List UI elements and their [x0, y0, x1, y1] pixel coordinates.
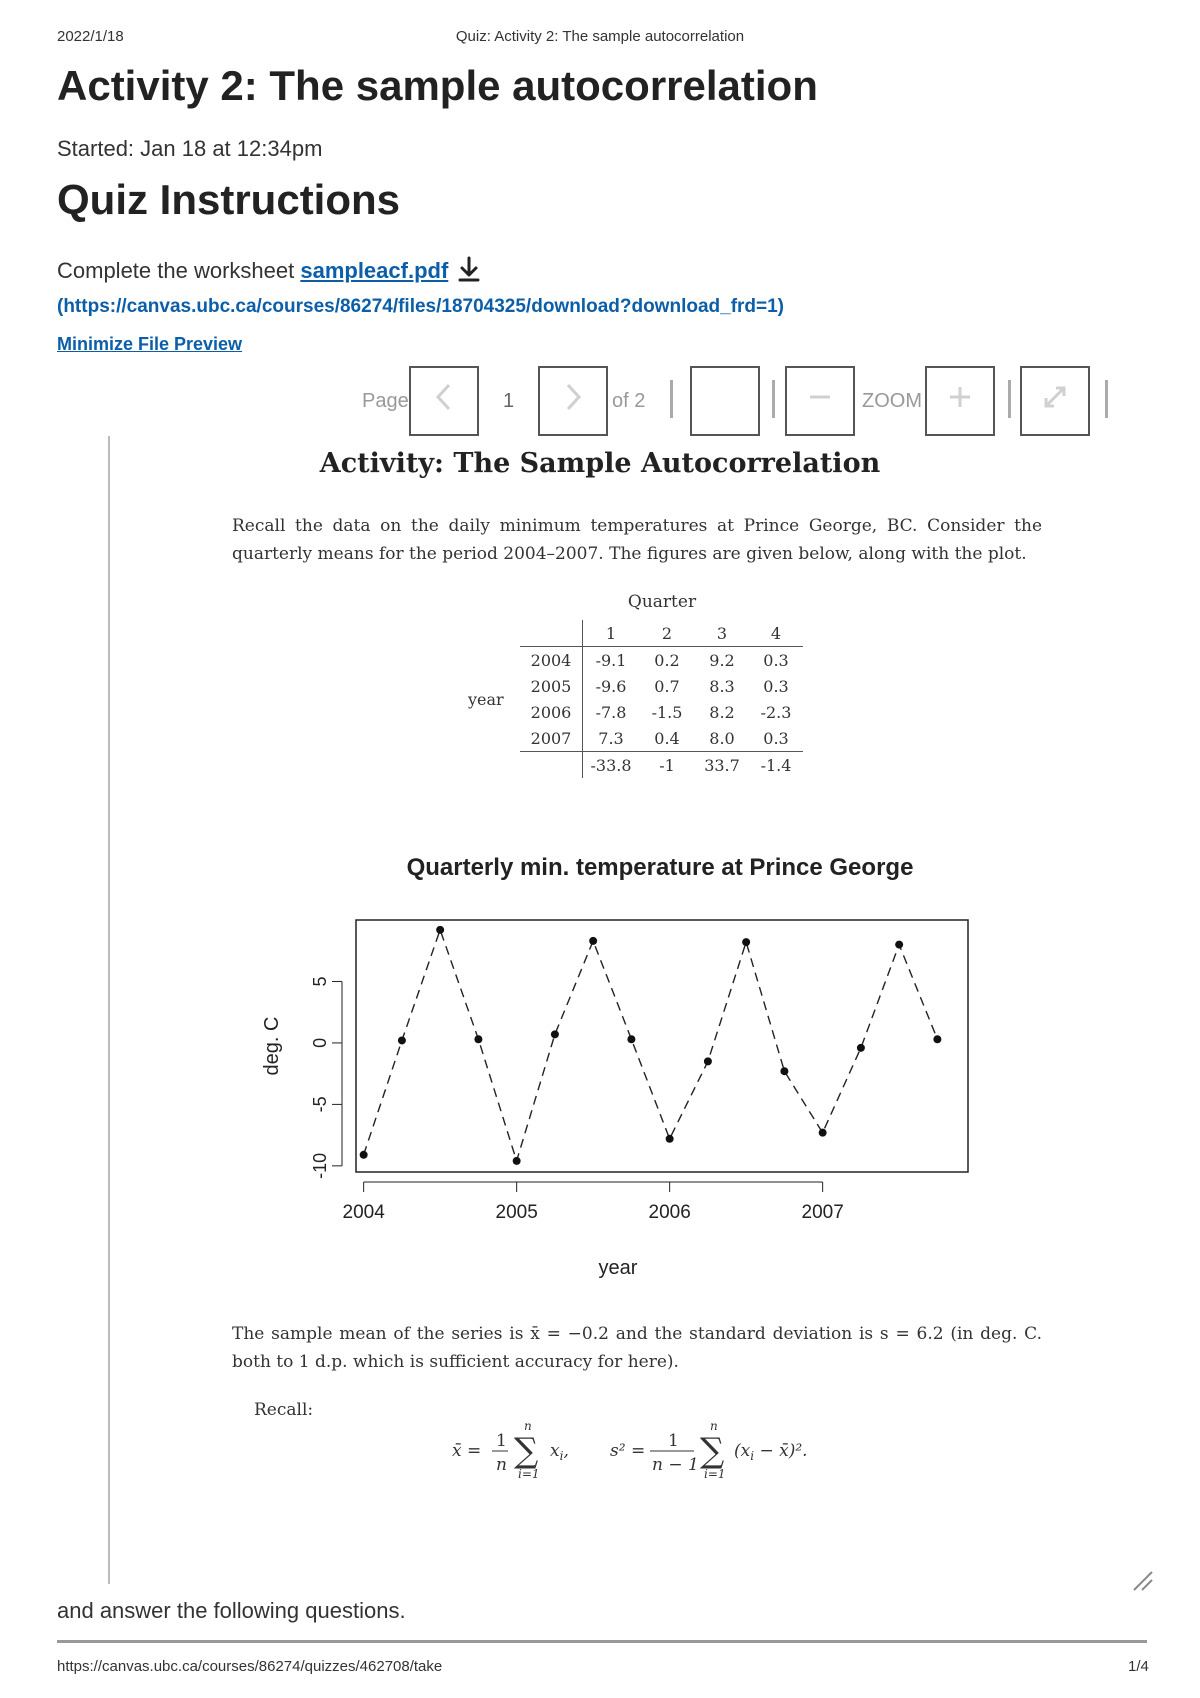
table-cell: 0.3 — [763, 650, 789, 670]
x-axis-label: year — [598, 1257, 638, 1279]
table-cell: 8.0 — [709, 728, 735, 748]
table-corner — [520, 620, 583, 647]
footer-url: https://canvas.ubc.ca/courses/86274/quizzes/462708/take — [57, 1658, 443, 1675]
table-total-cell: -33.8 — [583, 752, 640, 779]
table-header-cell: 3 — [716, 623, 728, 643]
data-point — [742, 938, 750, 946]
svg-text:i=1: i=1 — [704, 1467, 726, 1481]
data-point — [933, 1035, 941, 1043]
preview-frame-border — [108, 436, 110, 1584]
table-row-year: 2004 — [530, 650, 572, 670]
minimize-preview-link[interactable]: Minimize File Preview — [57, 334, 243, 354]
print-title: Quiz: Activity 2: The sample autocorrelation — [455, 28, 745, 45]
svg-text:∑: ∑ — [700, 1431, 725, 1471]
table-header-cell: 1 — [583, 620, 640, 647]
formula-image — [452, 1418, 872, 1488]
document-intro: Recall the data on the daily minimum temperatures at Prince George, BC. Consider the quarterly means for the period 2004–2007. The figures are given below, along with the plot. — [232, 516, 1042, 564]
table-cell: 9.2 — [709, 650, 735, 670]
document-title: Activity: The Sample Autocorrelation — [319, 448, 881, 479]
recall-label: Recall: — [254, 1400, 314, 1420]
series-points — [360, 926, 942, 1165]
table-quarter-label: Quarter — [627, 592, 697, 612]
svg-text:1: 1 — [668, 1431, 679, 1451]
table-header-cell: 2 — [661, 623, 673, 643]
table-cell: 7.3 — [583, 725, 640, 752]
page-count: of 2 — [612, 390, 646, 412]
page-title: Activity 2: The sample autocorrelation — [57, 62, 818, 109]
table-cell: 8.3 — [709, 676, 735, 696]
data-point — [780, 1067, 788, 1075]
table-cell: 0.7 — [654, 676, 680, 696]
chart-title: Quarterly min. temperature at Prince George — [406, 854, 914, 881]
prev-page-button[interactable] — [409, 366, 479, 436]
table-row — [520, 725, 803, 752]
file-url-link[interactable]: (https://canvas.ubc.ca/courses/86274/files/18704325/download?download_frd=1) — [57, 296, 785, 317]
svg-text:n − 1: n − 1 — [652, 1455, 699, 1475]
table-total-cell: -1.4 — [760, 755, 792, 775]
y-tick-label: 0 — [310, 1037, 330, 1048]
y-tick-label: 5 — [310, 976, 330, 987]
toolbar-separator — [670, 380, 673, 418]
y-tick-label: -5 — [310, 1096, 330, 1113]
table-cell: 0.4 — [654, 728, 680, 748]
toolbar-separator — [772, 380, 775, 418]
table-year-label: year — [468, 690, 504, 709]
x-tick-label: 2004 — [342, 1202, 385, 1223]
resize-handle-icon[interactable] — [1132, 1570, 1154, 1597]
table-row — [520, 673, 803, 699]
table-row — [520, 699, 803, 725]
plot-area — [356, 920, 968, 1172]
page-label: Page — [362, 390, 409, 412]
temperature-chart — [230, 890, 970, 1290]
table-cell: 0.2 — [654, 650, 680, 670]
table-cell: -2.3 — [760, 702, 792, 722]
table-row-year: 2005 — [530, 676, 572, 696]
svg-text:x̄ =: x̄ = — [452, 1441, 482, 1461]
data-point — [436, 926, 444, 934]
svg-text:n: n — [496, 1455, 507, 1475]
svg-text:∑: ∑ — [514, 1431, 539, 1471]
zoom-label: ZOOM — [862, 390, 922, 412]
table-totals-label — [520, 752, 583, 779]
download-icon[interactable] — [456, 256, 482, 288]
svg-text:xi,: $x_i$, — [550, 1441, 569, 1463]
zoom-out-button[interactable] — [785, 366, 855, 436]
data-point — [589, 937, 597, 945]
table-header-row — [520, 620, 803, 647]
document-stats: The sample mean of the series is x̄ = −0.2 and the standard deviation is s = 6.2 (in deg. C. both to 1 d.p. which is sufficient accuracy for here). — [232, 1324, 1042, 1372]
print-date: 2022/1/18 — [57, 28, 124, 45]
data-point — [360, 1151, 368, 1159]
svg-text:i=1: i=1 — [518, 1467, 540, 1481]
data-point — [398, 1036, 406, 1044]
table-cell: -9.6 — [583, 673, 640, 699]
table-cell: -1.5 — [651, 702, 683, 722]
plus-icon — [947, 384, 973, 418]
footer-page-number: 1/4 — [1128, 1658, 1149, 1675]
data-point — [857, 1044, 865, 1052]
page-number[interactable]: 1 — [503, 390, 515, 412]
y-axis-label: deg. C — [261, 1016, 283, 1076]
next-page-button[interactable] — [538, 366, 608, 436]
quarterly-table — [520, 620, 803, 778]
chevron-left-icon — [434, 382, 454, 420]
data-point — [666, 1135, 674, 1143]
fullscreen-icon — [1040, 382, 1070, 420]
data-point — [819, 1129, 827, 1137]
data-point — [474, 1035, 482, 1043]
table-cell: 0.3 — [763, 728, 789, 748]
table-row-year: 2006 — [530, 702, 572, 722]
table-row-year: 2007 — [530, 728, 572, 748]
table-header-cell: 4 — [770, 623, 782, 643]
after-preview-text: and answer the following questions. — [57, 1598, 406, 1623]
x-tick-label: 2007 — [801, 1202, 844, 1223]
y-tick-label: -10 — [310, 1152, 330, 1179]
svg-text:n: n — [710, 1419, 718, 1433]
x-tick-label: 2006 — [648, 1202, 691, 1223]
x-tick-label: 2005 — [495, 1202, 538, 1223]
svg-text:n: n — [524, 1419, 532, 1433]
toolbar-separator — [1008, 380, 1011, 418]
started-time: Started: Jan 18 at 12:34pm — [57, 136, 323, 161]
data-point — [551, 1030, 559, 1038]
file-link[interactable]: sampleacf.pdf — [300, 258, 449, 283]
chevron-right-icon — [563, 382, 583, 420]
table-total-cell: 33.7 — [704, 755, 740, 775]
x-axis — [343, 1182, 844, 1223]
data-point — [895, 941, 903, 949]
data-point — [704, 1057, 712, 1065]
series-line — [364, 930, 938, 1161]
y-axis — [310, 976, 342, 1178]
svg-text:s² =: s² = — [610, 1441, 646, 1461]
table-cell: 0.3 — [763, 676, 789, 696]
minus-icon — [807, 384, 833, 418]
table-row — [520, 647, 803, 674]
table-total-cell: -1 — [659, 755, 675, 775]
instructions-prefix: Complete the worksheet — [57, 258, 301, 283]
toolbar-separator — [1105, 380, 1108, 418]
table-cell: -7.8 — [583, 699, 640, 725]
data-point — [513, 1157, 521, 1165]
fullscreen-button[interactable] — [1020, 366, 1090, 436]
instructions-text — [57, 256, 482, 288]
fit-page-button[interactable] — [690, 366, 760, 436]
footer-divider — [57, 1640, 1147, 1643]
table-cell: -9.1 — [583, 647, 640, 674]
table-cell: 8.2 — [709, 702, 735, 722]
table-totals-row — [520, 752, 803, 779]
instructions-heading: Quiz Instructions — [57, 176, 401, 223]
zoom-in-button[interactable] — [925, 366, 995, 436]
svg-text:1: 1 — [496, 1431, 507, 1451]
svg-text:(xi − x̄)².: ($x_i$ − x̄)². — [734, 1441, 808, 1463]
data-point — [627, 1035, 635, 1043]
